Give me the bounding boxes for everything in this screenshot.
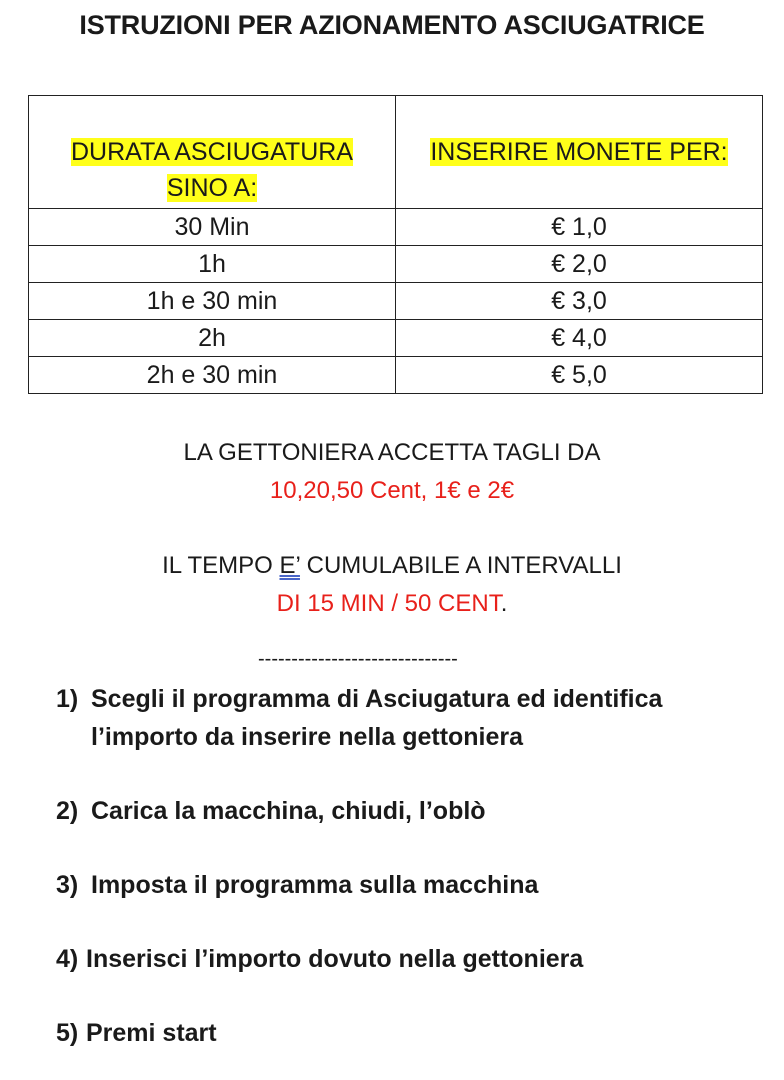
table-row	[29, 357, 763, 394]
header-coins-label: INSERIRE MONETE PER:	[430, 138, 728, 166]
coins-intro: LA GETTONIERA ACCETTA TAGLI DA	[183, 439, 601, 466]
price-table	[28, 95, 763, 394]
time-intro-e: E’	[279, 552, 300, 579]
header-coins	[396, 96, 763, 209]
duration-cell: 2h e 30 min	[29, 357, 396, 394]
duration-cell: 2h	[29, 320, 396, 357]
table-header-row	[29, 96, 763, 209]
table-row	[29, 246, 763, 283]
step-number: 5)	[56, 1019, 79, 1047]
step-3	[56, 866, 538, 904]
table-row	[29, 320, 763, 357]
step-number: 2)	[56, 797, 79, 825]
step-number: 3)	[56, 871, 79, 899]
price-cell: € 5,0	[396, 357, 763, 394]
table-row	[29, 209, 763, 246]
separator: ------------------------------	[258, 648, 458, 670]
time-interval	[0, 585, 784, 622]
price-cell: € 4,0	[396, 320, 763, 357]
header-duration-line1: DURATA ASCIUGATURA	[71, 138, 353, 166]
price-cell: € 3,0	[396, 283, 763, 320]
time-intro	[0, 547, 784, 584]
step-text: Inserisci l’importo dovuto nella gettoniera	[86, 945, 584, 973]
table-row	[29, 283, 763, 320]
step-number: 4)	[56, 945, 79, 973]
duration-cell: 1h e 30 min	[29, 283, 396, 320]
step-text-line2: l’importo da inserire nella gettoniera	[91, 723, 524, 751]
step-2	[56, 792, 486, 830]
step-5	[56, 1014, 217, 1052]
duration-cell: 1h	[29, 246, 396, 283]
time-interval-end: .	[500, 590, 508, 617]
page-title: ISTRUZIONI PER AZIONAMENTO ASCIUGATRICE	[79, 10, 705, 40]
coins-values: 10,20,50 Cent, 1€ e 2€	[269, 477, 515, 504]
step-4	[56, 940, 583, 978]
step-1	[56, 680, 662, 756]
step-text: Carica la macchina, chiudi, l’oblò	[91, 797, 486, 825]
price-cell: € 1,0	[396, 209, 763, 246]
header-duration	[29, 96, 396, 209]
step-text-line1: Scegli il programma di Asciugatura ed identifica	[91, 685, 663, 713]
step-number: 1)	[56, 685, 79, 713]
duration-cell: 30 Min	[29, 209, 396, 246]
step-text: Premi start	[86, 1019, 217, 1047]
step-text: Imposta il programma sulla macchina	[91, 871, 539, 899]
time-intro-b: CUMULABILE A INTERVALLI	[299, 552, 622, 579]
time-intro-a: IL TEMPO	[162, 552, 280, 579]
price-cell: € 2,0	[396, 246, 763, 283]
time-interval-text: DI 15 MIN / 50 CENT	[276, 590, 501, 617]
step-text	[91, 680, 662, 756]
header-duration-line2: SINO A:	[166, 174, 258, 202]
